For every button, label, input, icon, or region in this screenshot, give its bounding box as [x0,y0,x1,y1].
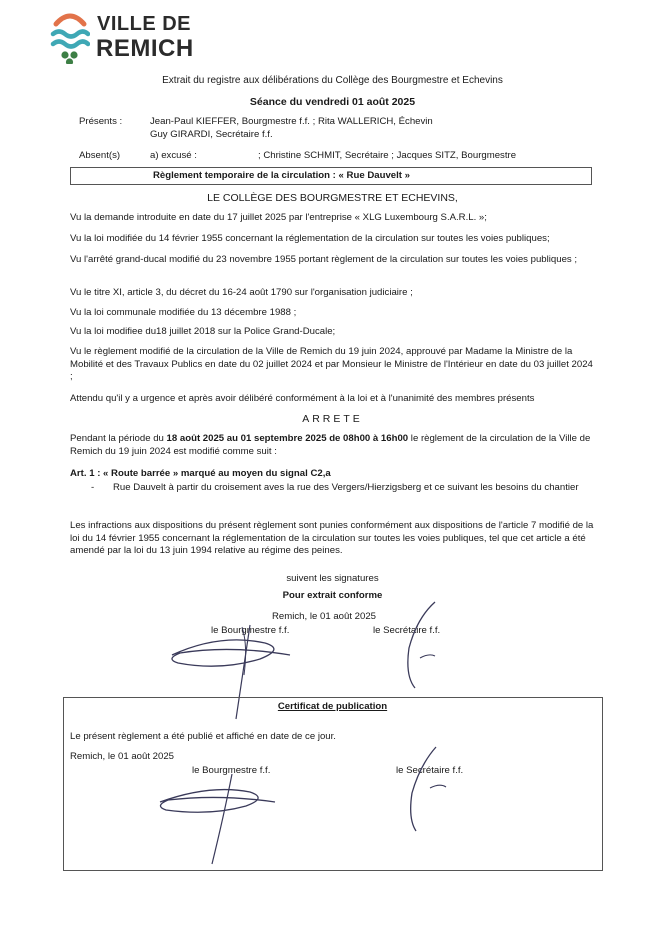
logo-line1: VILLE DE [97,13,192,35]
secretary-signature [395,598,455,693]
article-title: Art. 1 : « Route barrée » marqué au moyen du signal C2,a [70,468,331,479]
city-logo [50,8,210,66]
certificate-mayor: le Bourgmestre f.f. [192,765,271,776]
period-dates: 18 août 2025 au 01 septembre 2025 de 08h00 à 16h00 [166,433,409,444]
secretary-label: le Secrétaire f.f. [373,625,441,636]
period-suffix: le règlement de la circulation de la Ville de Remich du 19 juin 2024 est modifié comme suit : [70,433,591,457]
period-text [70,433,595,458]
absent-excused: a) excusé : [150,150,197,161]
session-date: Séance du vendredi 01 août 2025 [249,96,416,108]
certificate-mayor-signature [150,760,290,870]
certificate-secretary: le Secrétaire f.f. [396,765,464,776]
extract-conform: Pour extrait conforme [282,590,383,601]
absent-label: Absent(s) [79,150,121,161]
mayor-label: le Bourgmestre f.f. [211,625,290,636]
infractions-text: Les infractions aux dispositions du présent règlement sont punies conformément aux dispositions de l'article 7 modifié de la loi du 14 février 1955 concernant la réglementation de la circulation sur toutes les voies publiques, tel que cet article a été amendé par la loi du 13 juin 1994 relative au régime des peines. [70,520,594,556]
present-label: Présents : [79,116,123,127]
title-box [70,167,592,185]
consideration-2: Vu la loi modifiée du 14 février 1955 concernant la réglementation de la circulation sur toutes les voies publiques; [70,233,550,244]
signatures-note: suivent les signatures [286,573,379,584]
consideration-4: Vu le titre XI, article 3, du décret du 16-24 août 1790 sur l'organisation judiciaire ; [70,287,413,298]
consideration-3: Vu l'arrêté grand-ducal modifié du 23 novembre 1955 portant règlement de la circulation sur toutes les voies publiques ; [70,254,578,265]
consideration-5: Vu la loi communale modifiée du 13 décembre 1988 ; [70,307,297,318]
present-line1: Jean-Paul KIEFFER, Bourgmestre f.f. ; Rita WALLERICH, Échevin [150,116,433,127]
regulation-title: Règlement temporaire de la circulation : « Rue Dauvelt » [153,170,410,181]
article-item: Rue Dauvelt à partir du croisement aves la rue des Vergers/Hierzigsberg et ce suivant les besoins du chantier [113,482,579,493]
certificate-text: Le présent règlement a été publié et affiché en date de ce jour. [70,731,336,742]
certificate-secretary-signature [400,743,460,838]
logo-line2: REMICH [96,35,194,62]
extract-heading: Extrait du registre aux délibérations du Collège des Bourgmestre et Echevins [162,75,503,86]
consideration-7: Vu le règlement modifié de la circulation de la Ville de Remich du 19 juin 2024, approuvé par Madame la Ministre de la Mobilité et des Travaux Publics en date du 02 juillet 2024 et par Monsieur le Ministre de l'Intérieur en date du 03 juillet 2024 ; [70,346,593,382]
certificate-box [63,697,603,871]
consideration-6: Vu la loi modifiee du18 juillet 2018 sur la Police Grand-Ducale; [70,326,336,337]
absent-names: ; Christine SCHMIT, Secrétaire ; Jacques SITZ, Bourgmestre [258,150,517,161]
article-bullet: - [91,482,95,493]
consideration-8: Attendu qu'il y a urgence et après avoir délibéré conformément à la loi et à l'unanimité des membres présents [70,393,535,404]
present-line2: Guy GIRARDI, Secrétaire f.f. [150,129,273,140]
period-prefix: Pendant la période du [70,433,167,444]
college-heading: LE COLLÈGE DES BOURGMESTRE ET ECHEVINS, [207,192,458,204]
consideration-1: Vu la demande introduite en date du 17 juillet 2025 par l'entreprise « XLG Luxembourg S.A.R.L. »; [70,212,487,223]
arrete-heading: ARRETE [302,413,363,425]
remich-logo-icon [50,10,90,64]
certificate-place-date: Remich, le 01 août 2025 [70,751,174,762]
place-date: Remich, le 01 août 2025 [272,611,376,622]
certificate-title: Certificat de publication [277,701,388,712]
